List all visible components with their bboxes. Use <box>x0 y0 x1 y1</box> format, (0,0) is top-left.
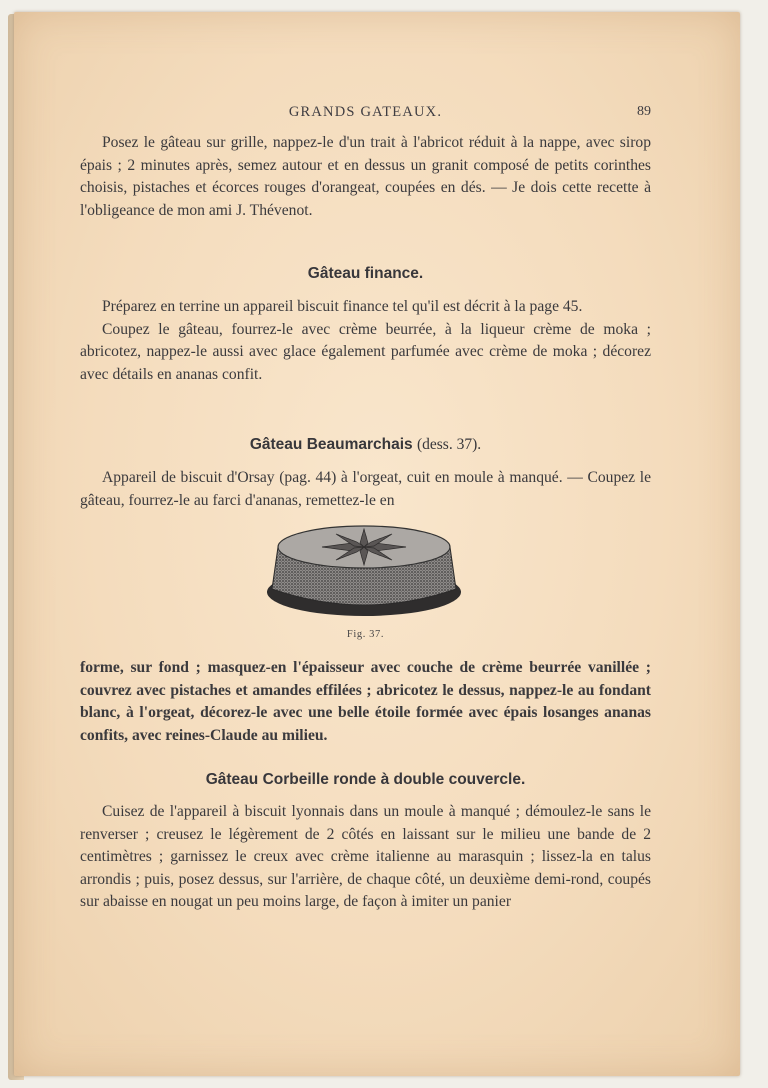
paragraph-continuation: forme, sur fond ; masquez-en l'épaisseur avec couche de crème beurrée vanillée ; couvrez avec pistaches et amandes effilées ; abricotez le dessus, nappez-le au fondant blanc, à l'orgeat, décorez-le avec une belle étoile formée avec épais losanges ananas confits, avec reines-Claude au milieu. <box>80 659 651 744</box>
section-title: Gâteau finance. <box>307 265 424 282</box>
page-number: 89 <box>637 104 651 119</box>
intro-paragraph: Posez le gâteau sur grille, nappez-le d'un trait à l'abricot réduit à la nappe, avec sirop épais ; 2 minutes après, semez autour et en dessus un granit composé de petits corinthes choisis, pistaches et écorces rouges d'orangeat, coupées en dés. — Je dois cette recette à l'obligeance de mon ami J. Thévenot. <box>80 134 651 219</box>
cake-illustration <box>264 517 464 622</box>
paragraph: Appareil de biscuit d'Orsay (pag. 44) à l'orgeat, cuit en moule à manqué. — Coupez le gâteau, fourrez-le au farci d'ananas, remettez-le en <box>80 469 651 509</box>
heading-gateau-beaumarchais <box>80 436 651 454</box>
book-page <box>14 12 740 1076</box>
section-title: Gâteau Beaumarchais <box>249 436 413 453</box>
paragraph: Préparez en terrine un appareil biscuit finance tel qu'il est décrit à la page 45. <box>102 298 583 315</box>
heading-gateau-corbeille <box>80 771 651 789</box>
heading-gateau-finance <box>80 265 651 283</box>
section-beaumarchais-continuation <box>80 657 651 747</box>
section-corbeille-body <box>80 801 651 914</box>
section-finance-body <box>80 296 651 386</box>
running-header <box>80 104 651 128</box>
paragraph: Coupez le gâteau, fourrez-le avec crème beurrée, à la liqueur crème de moka ; abricotez, nappez-le aussi avec glace également parfumée avec crème de moka ; décorez avec détails en ananas confit. <box>80 320 651 383</box>
section-title: Gâteau Corbeille ronde à double couvercle. <box>205 771 526 788</box>
figure-caption: Fig. 37. <box>346 629 385 640</box>
paragraph: Cuisez de l'appareil à biscuit lyonnais dans un moule à manqué ; démoulez-le sans le renverser ; creusez le légèrement de 2 côtés en laissant sur le milieu une bande de 2 centimètres ; garnissez le creux avec crème italienne au marasquin ; lissez-la en talus arrondis ; puis, posez dessus, sur l'arrière, de chaque côté, un deuxième demi-rond, coupés sur abaisse en nougat un peu moins large, de façon à imiter un panier <box>80 803 651 910</box>
figure-reference: (dess. 37). <box>416 436 482 453</box>
intro-text <box>80 132 651 222</box>
running-title: GRANDS GATEAUX. <box>288 104 443 120</box>
section-beaumarchais-body <box>80 467 651 512</box>
